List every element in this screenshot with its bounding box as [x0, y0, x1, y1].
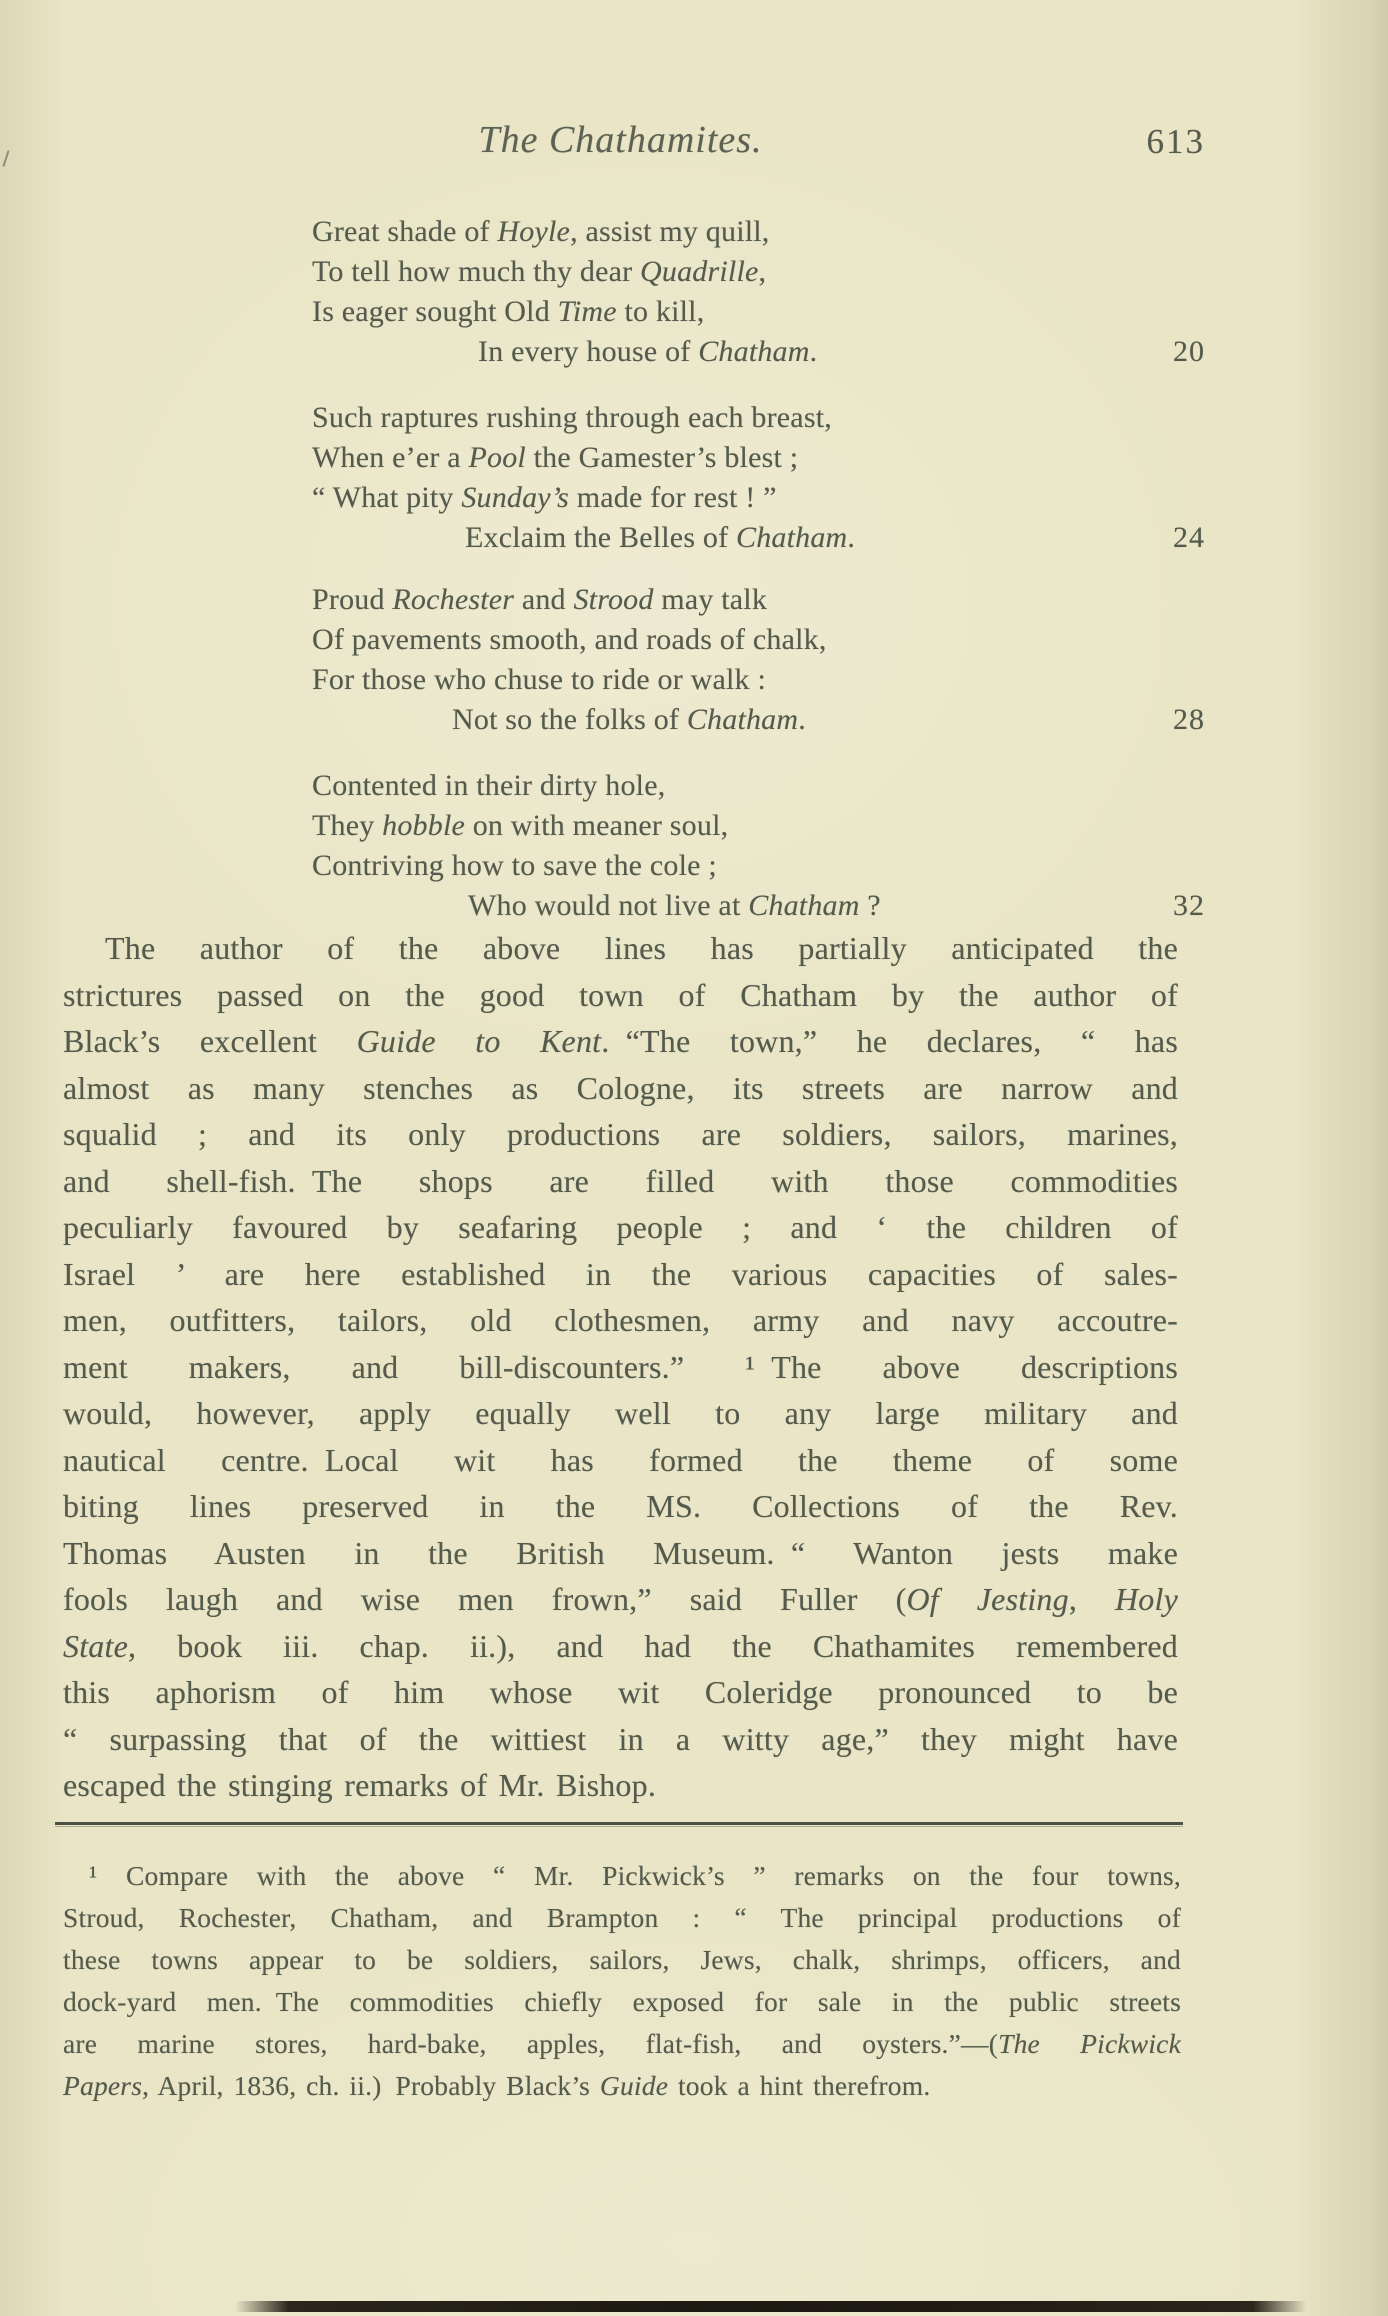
- paragraph-line: biting lines preserved in the MS. Collections of the Rev.: [63, 1488, 1178, 1524]
- footnote-line: Stroud, Rochester, Chatham, and Brampton : “ The principal productions of: [63, 1902, 1181, 1933]
- footnote-line: dock-yard men. The commodities chiefly exposed for sale in the public streets: [63, 1986, 1181, 2017]
- stanza-3: [312, 580, 1205, 740]
- paragraph-line: men, outfitters, tailors, old clothesmen, army and navy accoutre-: [63, 1302, 1178, 1338]
- stanza-1: [312, 212, 1205, 372]
- paragraph-line: Israel ’ are here established in the various capacities of sales-: [63, 1255, 1178, 1292]
- footnote: [63, 1855, 1181, 2107]
- footnote-rule: [55, 1822, 1183, 1828]
- paragraph-line: fools laugh and wise men frown,” said Fuller (Of Jesting, Holy: [63, 1581, 1178, 1617]
- paragraph-line: strictures passed on the good town of Chatham by the author of: [63, 976, 1178, 1013]
- verse-line: Contented in their dirty hole,: [312, 769, 666, 802]
- verse-refrain-line: Exclaim the Belles of Chatham.: [465, 521, 856, 554]
- verse-line: Contriving how to save the cole ;: [312, 849, 717, 882]
- verse-refrain-line: Not so the folks of Chatham.: [452, 703, 806, 736]
- scan-bottom-edge: [235, 2301, 1307, 2312]
- paragraph-line: State, book iii. chap. ii.), and had the Chathamites remembered: [63, 1627, 1178, 1664]
- footnote-line: are marine stores, hard-bake, apples, flat-fish, and oysters.”—(The Pickwick: [63, 2028, 1181, 2059]
- verse-refrain-line: In every house of Chatham.: [478, 335, 818, 368]
- paragraph-line: Thomas Austen in the British Museum. “ Wanton jests make: [63, 1534, 1178, 1571]
- paragraph-line: Black’s excellent Guide to Kent. “The town,” he declares, “ has: [63, 1023, 1178, 1059]
- verse-line: For those who chuse to ride or walk :: [312, 663, 766, 696]
- verse-line: To tell how much thy dear Quadrille,: [312, 255, 767, 288]
- scan-edge-mark: [2, 150, 9, 167]
- paragraph-line: “ surpassing that of the wittiest in a witty age,” they might have: [63, 1720, 1178, 1757]
- paragraph-line: this aphorism of him whose wit Coleridge pronounced to be: [63, 1674, 1178, 1710]
- verse-line: They hobble on with meaner soul,: [312, 809, 729, 842]
- running-head-title: The Chathamites.: [478, 119, 763, 161]
- verse-line-number: 20: [1173, 335, 1205, 368]
- verse-line: Of pavements smooth, and roads of chalk,: [312, 623, 827, 656]
- verse-line-number: 32: [1173, 889, 1205, 922]
- verse-line: “ What pity Sunday’s made for rest ! ”: [312, 481, 777, 514]
- page-number: 613: [1146, 122, 1205, 161]
- paragraph-line: escaped the stinging remarks of Mr. Bishop.: [63, 1767, 657, 1803]
- paragraph-line: squalid ; and its only productions are soldiers, sailors, marines,: [63, 1116, 1178, 1152]
- footnote-line: these towns appear to be soldiers, sailors, Jews, chalk, shrimps, officers, and: [63, 1944, 1181, 1975]
- paragraph-line: almost as many stenches as Cologne, its streets are narrow and: [63, 1069, 1178, 1106]
- verse-line: Such raptures rushing through each breast,: [312, 401, 832, 434]
- footnote-line: ¹ Compare with the above “ Mr. Pickwick’s ” remarks on the four towns,: [89, 1860, 1181, 1891]
- paragraph-line: would, however, apply equally well to any large military and: [63, 1395, 1178, 1431]
- stanza-2: [312, 398, 1205, 558]
- paragraph-line: The author of the above lines has partially anticipated the: [105, 930, 1178, 966]
- paragraph-line: ment makers, and bill-discounters.” ¹ The above descriptions: [63, 1348, 1178, 1385]
- footnote-line: Papers, April, 1836, ch. ii.) Probably Black’s Guide took a hint therefrom.: [63, 2070, 931, 2101]
- verse-line: Proud Rochester and Strood may talk: [312, 583, 768, 616]
- paragraph-line: and shell-fish. The shops are filled with those commodities: [63, 1162, 1178, 1199]
- verse-line-number: 28: [1173, 703, 1205, 736]
- verse-line-number: 24: [1173, 521, 1205, 554]
- paragraph-line: nautical centre. Local wit has formed the theme of some: [63, 1441, 1178, 1478]
- paragraph-line: peculiarly favoured by seafaring people ; and ‘ the children of: [63, 1209, 1178, 1245]
- verse-refrain-line: Who would not live at Chatham ?: [468, 889, 881, 922]
- body-paragraph: [63, 925, 1178, 1809]
- stanza-4: [312, 766, 1205, 926]
- verse-line: Great shade of Hoyle, assist my quill,: [312, 215, 770, 248]
- verse-line: Is eager sought Old Time to kill,: [312, 295, 705, 328]
- verse-line: When e’er a Pool the Gamester’s blest ;: [312, 441, 799, 474]
